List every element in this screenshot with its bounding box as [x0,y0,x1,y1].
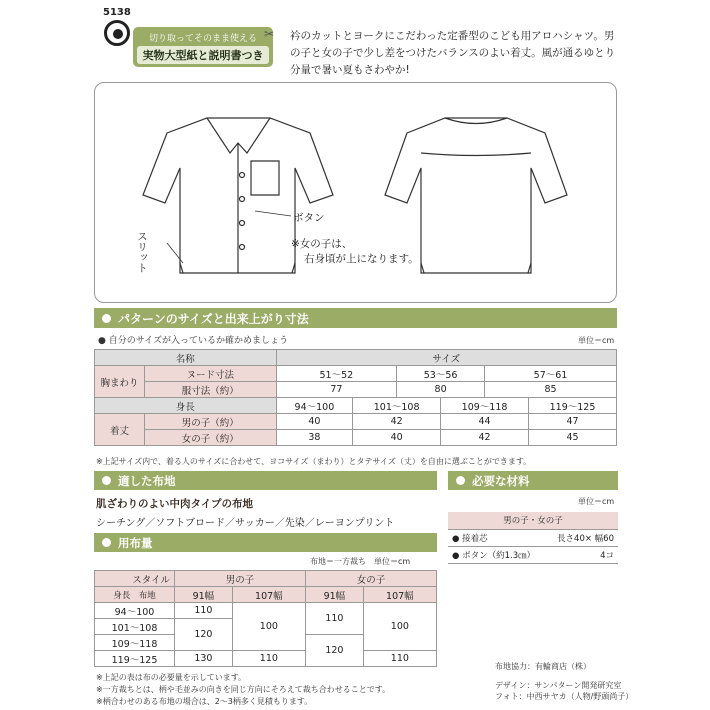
size-table [94,349,617,446]
girl107-2: 110 [363,651,436,667]
boy-2: 42 [353,414,441,430]
usage-boy-label: 男の子 [175,571,306,587]
usage-note-2: ※一方裁ちとは、柄や毛並みの向きを同じ方向にそろえて裁ち合わせることです。 [96,685,391,694]
usage-girl-107: 107幅 [363,587,436,603]
usage-row-4: 119〜125 [95,651,175,667]
badge-main: 実物大型紙と説明書つき [137,46,269,64]
girl91-2: 120 [305,635,363,667]
credit-photo: フォト：中西サヤカ（人物/野頭尚子） [495,692,634,701]
boy-3: 44 [441,414,529,430]
boy-4: 47 [529,414,617,430]
garment-2: 80 [397,382,485,398]
usage-row-2: 101〜108 [95,619,175,635]
size-section-title: パターンのサイズと出来上がり寸法 [94,308,617,328]
material-2-name: ● ボタン（約1.3㎝） [448,546,547,563]
credit-fabric: 布地協力：有輪商店（株） [495,662,591,671]
button-3 [240,221,245,226]
fabric-head: 肌ざわりのよい中肉タイプの布地 [96,498,253,510]
pattern-badge [133,27,273,67]
length-label: 着丈 [95,414,145,446]
h-size: サイズ [276,350,616,366]
material-2-value: 4コ [547,546,618,563]
usage-table [94,570,437,667]
garment-label: 服寸法（約） [145,382,277,398]
label-button: ボタン [293,212,325,224]
usage-girl-91: 91幅 [305,587,363,603]
brand-logo-icon [104,20,130,46]
usage-row-1: 94〜100 [95,603,175,619]
back-shirt-body [385,118,567,273]
height-3: 109〜118 [441,398,529,414]
materials-unit: 単位＝cm [578,497,615,506]
girl91-1: 110 [305,603,363,635]
usage-unit: 布地＝一方裁ち 単位＝cm [310,557,411,566]
boy91-3: 130 [175,651,233,667]
girl-3: 42 [441,430,529,446]
boy91-2: 120 [175,619,233,651]
intro-text: 衿のカットとヨークにこだわった定番型のこども用アロハシャツ。男の子と女の子で少し差をつけたバランスのよい着丈。風が通るゆとり分量で暑い夏もさわやか! [290,30,616,76]
usage-fabric-label: 布地 [138,590,156,601]
height-1: 94〜100 [276,398,353,414]
size-unit: 単位＝cm [578,336,615,345]
boy91-1: 110 [175,603,233,619]
usage-row-3: 109〜118 [95,635,175,651]
label-slit: スリット [136,231,148,273]
button-4 [240,245,245,250]
usage-boy-91: 91幅 [175,587,233,603]
shirt-drawings [95,83,618,304]
girl-4: 45 [529,430,617,446]
nude-1: 51〜52 [276,366,397,382]
boy107-2: 110 [232,651,305,667]
badge-sub: 切り取ってそのまま使える [148,34,257,44]
height-2: 101〜108 [353,398,441,414]
boy-label: 男の子（約） [145,414,277,430]
usage-height-fabric [95,587,175,603]
button-2 [240,197,245,202]
usage-girl-label: 女の子 [305,571,436,587]
size-check-note: ● 自分のサイズが入っているか確かめましょう [98,336,288,346]
material-1-name: ● 接着芯 [448,529,547,546]
usage-section-title: 用布量 [94,533,437,552]
girl-1: 38 [276,430,353,446]
fabric-section-title: 適した布地 [94,471,437,490]
credit-design: デザイン：サンパターン開発研究室 [495,681,622,690]
material-1-value: 長さ40× 幅60 [547,529,618,546]
materials-header: 男の子・女の子 [448,512,618,529]
height-4: 119〜125 [529,398,617,414]
size-footnote: ※上記サイズ内で、着る人のサイズに合わせて、ヨコサイズ（まわり）とタテサイズ（丈）を自由に選ぶことができます。 [96,457,532,466]
note-line1: ※女の子は、 [291,238,353,250]
illustration-box [94,82,617,303]
button-1 [240,173,245,178]
usage-note-3: ※柄合わせのある布地の場合は、2〜3柄多く見積もります。 [96,697,313,706]
nude-2: 53〜56 [397,366,485,382]
garment-3: 85 [485,382,617,398]
boy-1: 40 [276,414,353,430]
nude-3: 57〜61 [485,366,617,382]
materials-table [448,512,618,564]
usage-style-label: スタイル [95,571,175,587]
fabric-list: シーチング／ソフトブロード／サッカー／先染／レーヨンプリント [96,518,395,529]
materials-section-title: 必要な材料 [448,471,618,490]
girl-2: 40 [353,430,441,446]
height-label: 身長 [95,398,277,414]
girl107-1: 100 [363,603,436,651]
usage-note-1: ※上記の表は布の必要量を示しています。 [96,673,247,682]
girl-label: 女の子（約） [145,430,277,446]
pattern-code: 5138 [103,7,131,18]
usage-boy-107: 107幅 [232,587,305,603]
usage-height-label: 身長 [113,590,131,601]
garment-1: 77 [276,382,397,398]
chest-label: 胸まわり [95,366,145,398]
nude-label: ヌード寸法 [145,366,277,382]
boy107-1: 100 [232,603,305,651]
note-line2: 右身頃が上になります。 [304,253,419,265]
front-pocket [251,161,279,195]
h-name: 名称 [95,350,277,366]
scissors-icon: ✂ [264,27,275,41]
